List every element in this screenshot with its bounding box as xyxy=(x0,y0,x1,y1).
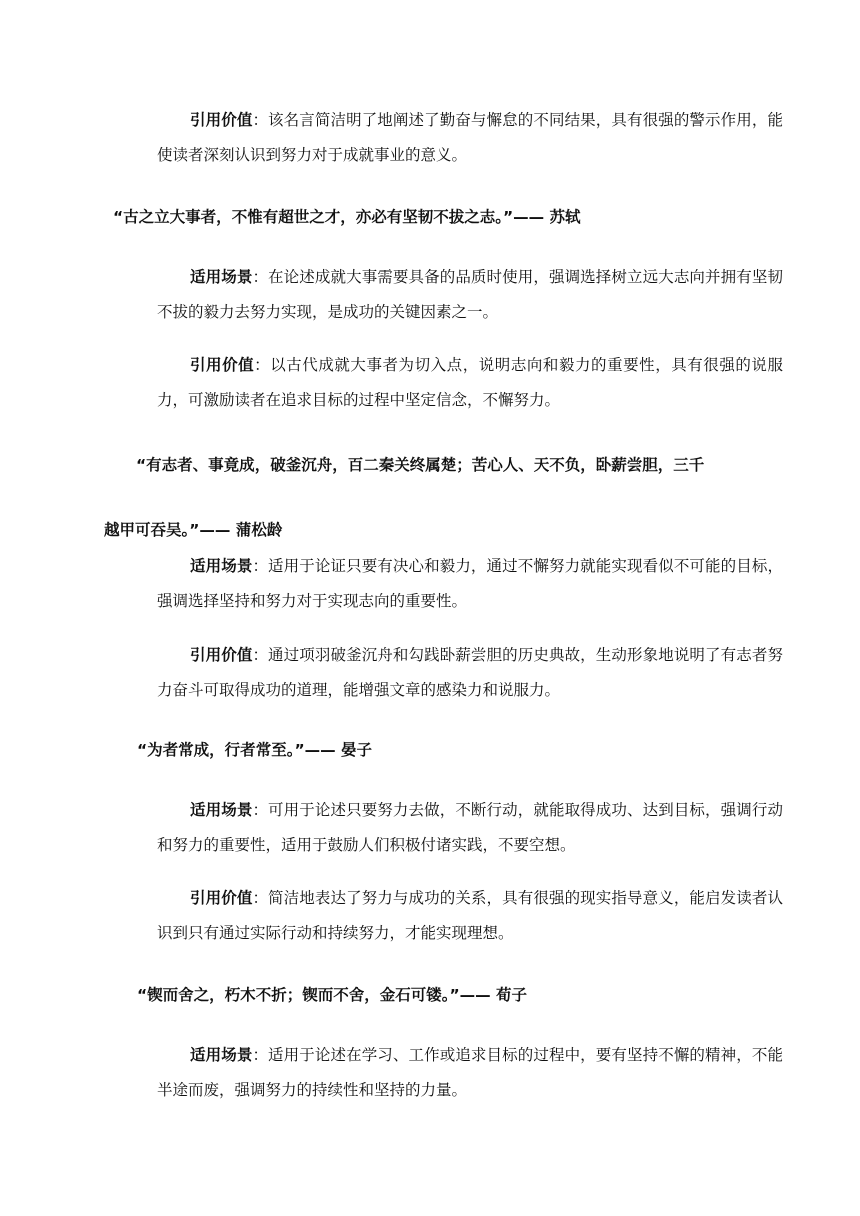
value-paragraph: 引用价值：该名言简洁明了地阐述了勤奋与懈怠的不同结果，具有很强的警示作用，能使读者深刻认识到努力对于成就事业的意义。 xyxy=(157,110,783,164)
quote-heading: “锲而舍之，朽木不折；锲而不舍，金石可镂。”—— 荀子 xyxy=(137,986,528,1004)
value-paragraph: 引用价值：通过项羽破釜沉舟和勾践卧薪尝胆的历史典故，生动形象地说明了有志者努力奋斗可取得成功的道理，能增强文章的感染力和说服力。 xyxy=(157,645,783,699)
value-paragraph: 引用价值：简洁地表达了努力与成功的关系，具有很强的现实指导意义，能启发读者认识到只有通过实际行动和持续努力，才能实现理想。 xyxy=(157,888,783,942)
value-label: 引用价值 xyxy=(190,645,253,664)
quote-line: “有志者、事竟成，破釜沉舟，百二秦关终属楚；苦心人、天不负，卧薪尝胆，三千 xyxy=(136,456,705,474)
value-label: 引用价值 xyxy=(190,110,253,129)
paragraph-text: 适用于论述在学习、工作或追求目标的过程中，要有坚持不懈的精神，不能半途而废，强调努力的持续性和坚持的力量。 xyxy=(157,1046,783,1099)
scenario-label: 适用场景 xyxy=(190,1045,253,1064)
value-label: 引用价值 xyxy=(190,355,255,374)
paragraph-text: 适用于论证只要有决心和毅力，通过不懈努力就能实现看似不可能的目标，强调选择坚持和努力对于实现志向的重要性。 xyxy=(157,557,783,610)
paragraph-text: 简洁地表达了努力与成功的关系，具有很强的现实指导意义，能启发读者认识到只有通过实际行动和持续努力，才能实现理想。 xyxy=(157,889,783,942)
value-paragraph: 引用价值：以古代成就大事者为切入点，说明志向和毅力的重要性，具有很强的说服力，可激励读者在追求目标的过程中坚定信念，不懈努力。 xyxy=(157,355,783,409)
scenario-label: 适用场景 xyxy=(190,267,253,286)
scenario-paragraph: 适用场景：适用于论证只要有决心和毅力，通过不懈努力就能实现看似不可能的目标，强调选择坚持和努力对于实现志向的重要性。 xyxy=(157,556,783,610)
quote-heading: “古之立大事者，不惟有超世之才，亦必有坚韧不拔之志。”—— 苏轼 xyxy=(113,208,581,226)
scenario-paragraph: 适用场景：可用于论述只要努力去做，不断行动，就能取得成功、达到目标，强调行动和努力的重要性，适用于鼓励人们积极付诸实践，不要空想。 xyxy=(157,800,783,854)
scenario-label: 适用场景 xyxy=(190,800,253,819)
quote-line: 越甲可吞吴。”—— 蒲松龄 xyxy=(104,521,283,539)
paragraph-text: 可用于论述只要努力去做，不断行动，就能取得成功、达到目标，强调行动和努力的重要性，适用于鼓励人们积极付诸实践，不要空想。 xyxy=(157,801,783,854)
paragraph-text: 该名言简洁明了地阐述了勤奋与懈怠的不同结果，具有很强的警示作用，能使读者深刻认识到努力对于成就事业的意义。 xyxy=(157,111,783,164)
value-label: 引用价值 xyxy=(190,888,253,907)
paragraph-text: 通过项羽破釜沉舟和勾践卧薪尝胆的历史典故，生动形象地说明了有志者努力奋斗可取得成功的道理，能增强文章的感染力和说服力。 xyxy=(157,646,783,699)
paragraph-text: 以古代成就大事者为切入点，说明志向和毅力的重要性，具有很强的说服力，可激励读者在追求目标的过程中坚定信念，不懈努力。 xyxy=(157,356,783,409)
scenario-paragraph: 适用场景：在论述成就大事需要具备的品质时使用，强调选择树立远大志向并拥有坚韧不拔的毅力去努力实现，是成功的关键因素之一。 xyxy=(157,267,783,321)
scenario-label: 适用场景 xyxy=(190,556,253,575)
quote-heading: “为者常成，行者常至。”—— 晏子 xyxy=(137,741,373,759)
scenario-paragraph: 适用场景：适用于论述在学习、工作或追求目标的过程中，要有坚持不懈的精神，不能半途而废，强调努力的持续性和坚持的力量。 xyxy=(157,1045,783,1099)
paragraph-text: 在论述成就大事需要具备的品质时使用，强调选择树立远大志向并拥有坚韧不拔的毅力去努力实现，是成功的关键因素之一。 xyxy=(157,268,783,321)
